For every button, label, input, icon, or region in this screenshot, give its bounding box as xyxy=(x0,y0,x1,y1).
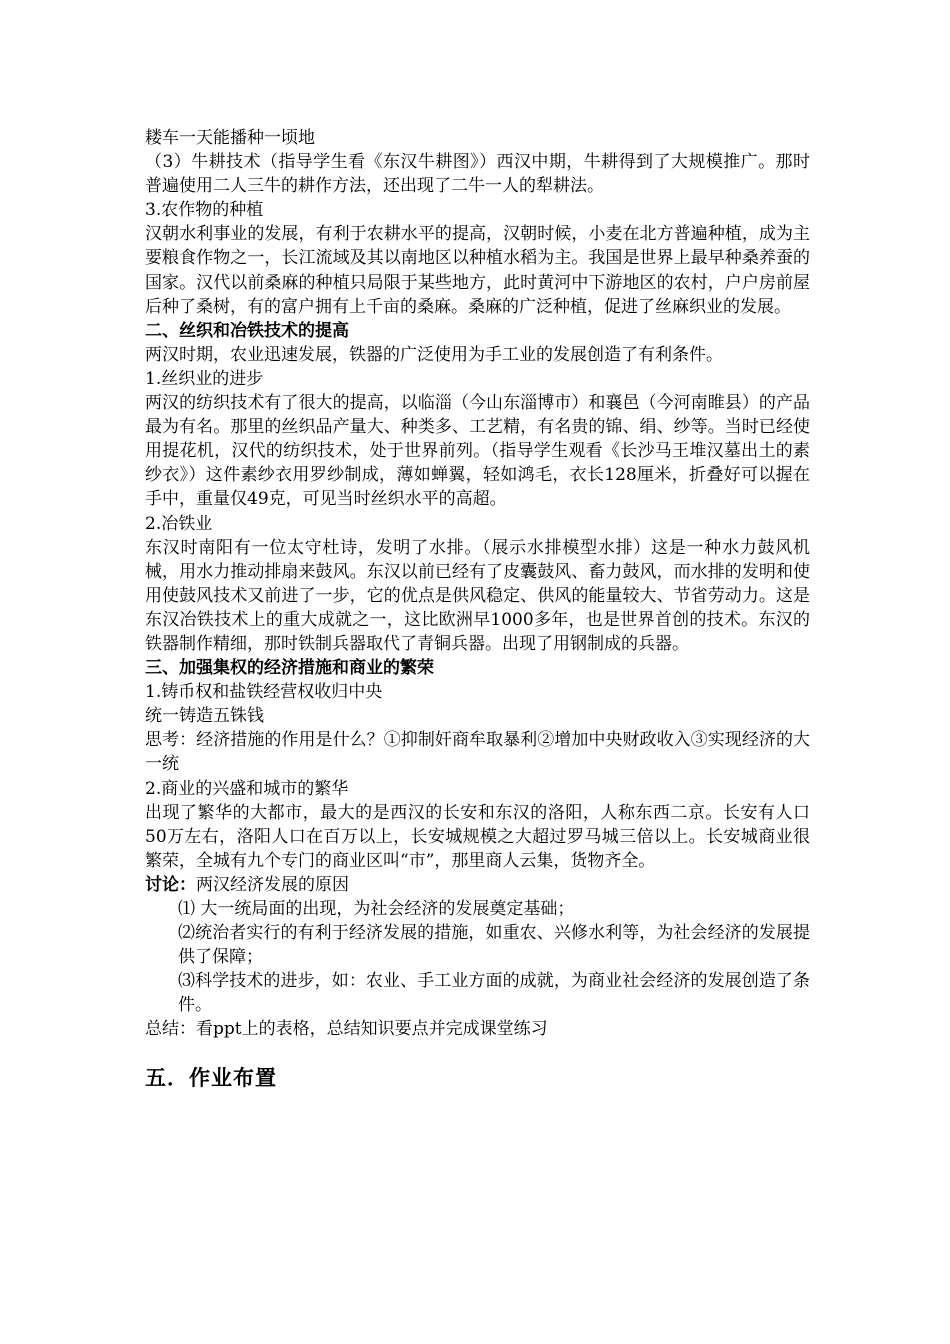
paragraph-crops: 汉朝水利事业的发展，有利于农耕水平的提高，汉朝时候，小麦在北方普遍种植，成为主要粮食作物之一，长江流域及其以南地区以种植水稻为主。我国是世界上最早种桑养蚕的国家。汉代以前桑麻的种植只局限于某些地方，此时黄河中下游地区的农村，户户房前屋后种了桑树，有的富户拥有上千亩的桑麻。桑麻的广泛种植，促进了丝麻织业的发展。 xyxy=(145,224,810,317)
paragraph-iron: 东汉时南阳有一位太守杜诗，发明了水排。（展示水排模型水排）这是一种水力鼓风机械，用水力推动排扇来鼓风。东汉以前已经有了皮囊鼓风、畜力鼓风，而水排的发明和使用使鼓风技术又前进了一步，它的优点是供风稳定、供风的能量较大、节省劳动力。这是东汉冶铁技术上的重大成就之一，这比欧洲早1000多年，也是世界首创的技术。东汉的铁器制作精细，那时铁制兵器取代了青铜兵器。出现了用钢制成的兵器。 xyxy=(145,537,810,654)
paragraph-silk: 两汉的纺织技术有了很大的提高，以临淄（今山东淄博市）和襄邑（今河南睢县）的产品最为有名。那里的丝织品产量大、种类多、工艺精，有名贵的锦、绢、纱等。当时已经使用提花机，汉代的纺织技术，处于世界前列。（指导学生观看《长沙马王堆汉墓出土的素纱衣》）这件素纱衣用罗纱制成，薄如蝉翼，轻如鸿毛，衣长128厘米，折叠好可以握在手中，重量仅49克，可见当时丝织水平的高超。 xyxy=(145,393,810,510)
paragraph-ox-plowing: （3）牛耕技术（指导学生看《东汉牛耕图》）西汉中期，牛耕得到了大规模推广。那时普遍使用二人三牛的耕作方法，还出现了二牛一人的犁耕法。 xyxy=(145,152,810,197)
heading-economy-commerce: 三、加强集权的经济措施和商业的繁荣 xyxy=(145,658,434,679)
summary-line: 总结：看ppt上的表格，总结知识要点并完成课堂练习 xyxy=(145,1019,548,1040)
subheading-crops: 3.农作物的种植 xyxy=(145,200,264,221)
paragraph-thinking: 思考：经济措施的作用是什么？①抑制奸商牟取暴利②增加中央财政收入③实现经济的大一统 xyxy=(145,730,810,775)
document-page xyxy=(145,126,810,1092)
paragraph-handicraft: 两汉时期，农业迅速发展，铁器的广泛使用为手工业的发展创造了有利条件。 xyxy=(145,344,723,365)
discussion-item-2: ⑵统治者实行的有利于经济发展的措施，如重农、兴修水利等，为社会经济的发展提供了保障； xyxy=(178,923,810,968)
paragraph-wuzhu: 统一铸造五铢钱 xyxy=(145,706,264,727)
subheading-iron: 2.冶铁业 xyxy=(145,513,213,534)
heading-silk-iron: 二、丝织和冶铁技术的提高 xyxy=(145,320,349,341)
discussion-item-1: ⑴ 大一统局面的出现，为社会经济的发展奠定基础； xyxy=(178,899,575,919)
subheading-coinage: 1.铸币权和盐铁经营权收归中央 xyxy=(145,682,383,703)
subheading-commerce: 2.商业的兴盛和城市的繁华 xyxy=(145,778,349,799)
discussion-text: 两汉经济发展的原因 xyxy=(196,874,349,895)
paragraph-seeder: 耧车一天能播种一顷地 xyxy=(145,128,315,148)
subheading-silk: 1.丝织业的进步 xyxy=(145,368,264,389)
discussion-item-3: ⑶科学技术的进步，如：农业、手工业方面的成就，为商业社会经济的发展创造了条件。 xyxy=(178,971,810,1016)
discussion-label: 讨论： xyxy=(145,874,196,895)
discussion-line xyxy=(145,873,810,897)
paragraph-cities: 出现了繁华的大都市，最大的是西汉的长安和东汉的洛阳，人称东西二京。长安有人口50万左右，洛阳人口在百万以上，长安城规模之大超过罗马城三倍以上。长安城商业很繁荣，全城有九个专门的商业区叫“市”，那里商人云集，货物齐全。 xyxy=(145,802,810,871)
heading-homework: 五．作业布置 xyxy=(145,1065,277,1090)
